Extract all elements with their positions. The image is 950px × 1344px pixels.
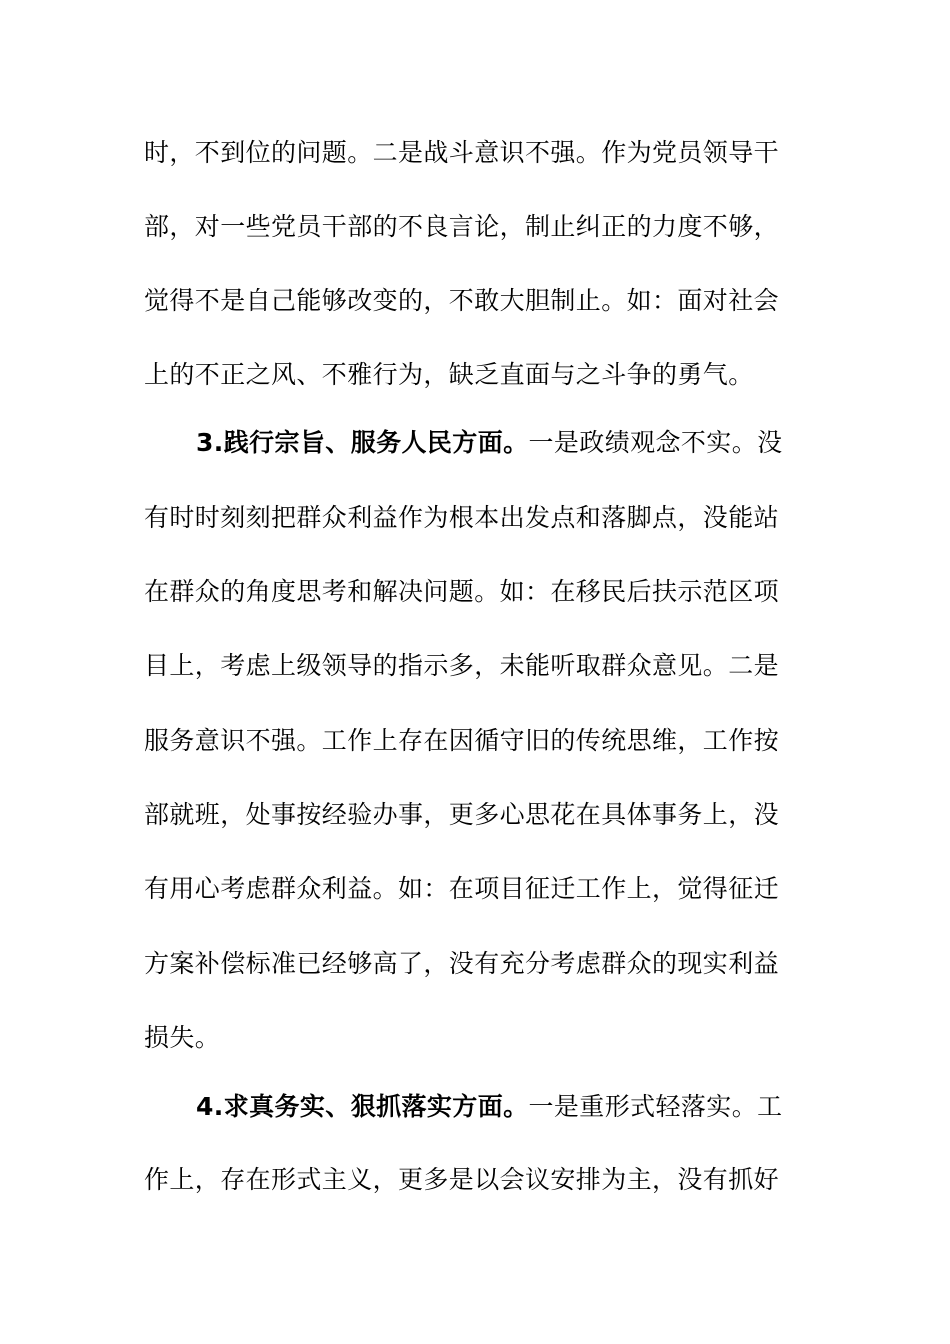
section-3-first-line-text: 一是政绩观念不实。没	[528, 428, 783, 457]
paragraph-line: 部，对一些党员干部的不良言论，制止纠正的力度不够，	[144, 212, 780, 241]
paragraph-line: 部就班，处事按经验办事，更多心思花在具体事务上，没	[144, 800, 780, 829]
paragraph-line: 在群众的角度思考和解决问题。如：在移民后扶示范区项	[144, 577, 780, 606]
section-3-heading: 3.践行宗旨、服务人民方面。	[196, 428, 529, 457]
section-4-first-line	[196, 1087, 824, 1127]
paragraph-line: 有用心考虑群众利益。如：在项目征迁工作上，觉得征迁	[144, 874, 780, 903]
section-4-heading: 4.求真务实、狠抓落实方面。	[196, 1092, 529, 1121]
paragraph-line: 作上，存在形式主义，更多是以会议安排为主，没有抓好	[144, 1165, 780, 1194]
paragraph-line: 时，不到位的问题。二是战斗意识不强。作为党员领导干	[144, 138, 780, 167]
section-3-first-line	[196, 423, 824, 463]
paragraph-line: 有时时刻刻把群众利益作为根本出发点和落脚点，没能站	[144, 503, 780, 532]
paragraph-line: 损失。	[144, 1023, 221, 1052]
paragraph-line: 服务意识不强。工作上存在因循守旧的传统思维，工作按	[144, 726, 780, 755]
paragraph-line: 上的不正之风、不雅行为，缺乏直面与之斗争的勇气。	[144, 360, 754, 389]
paragraph-line: 目上，考虑上级领导的指示多，未能听取群众意见。二是	[144, 651, 780, 680]
paragraph-line: 觉得不是自己能够改变的，不敢大胆制止。如：面对社会	[144, 286, 780, 315]
section-4-first-line-text: 一是重形式轻落实。工	[528, 1092, 783, 1121]
paragraph-line: 方案补偿标准已经够高了，没有充分考虑群众的现实利益	[144, 949, 780, 978]
